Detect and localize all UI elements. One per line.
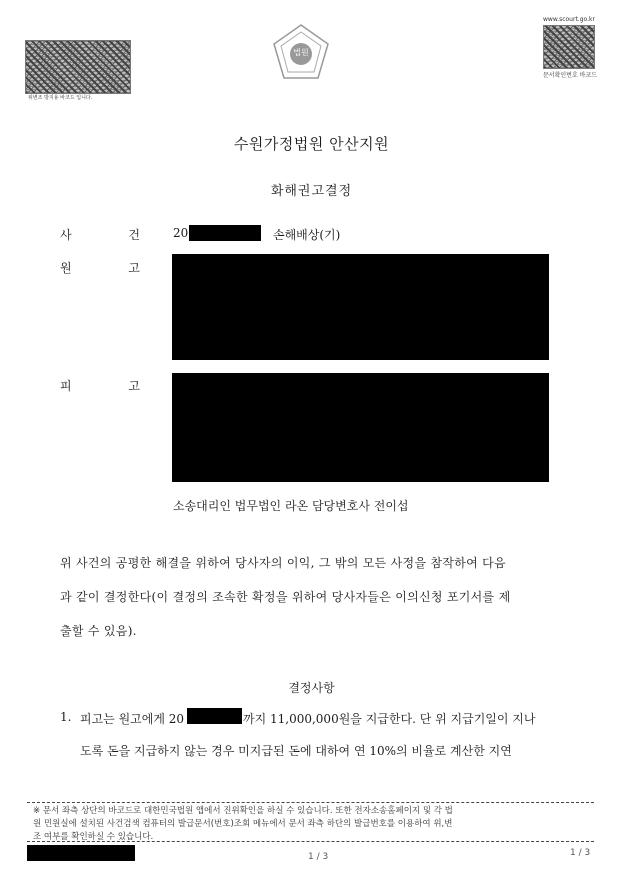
notice-line-1: ※ 문서 좌측 상단의 바코드로 대한민국법원 앱에서 진위확인을 하실 수 있습니다. 또한 전자소송홈페이지 및 각 법 [33,806,453,816]
body-line-3: 출할 수 있음). [60,624,137,638]
barcode-caption: 위변조 방지용 바코드 입니다. [28,95,93,101]
case-type: 손해배상(기) [273,228,341,242]
defendant-label-a: 피 [60,379,72,393]
page-number-right: 1 / 3 [570,848,591,858]
body-line-1: 위 사건의 공평한 해결을 위하여 당사자의 이익, 그 밖의 모든 사정을 참작하여 다음 [60,556,506,570]
plaintiff-label-b: 고 [128,261,140,275]
item-1-number: 1. [60,710,72,724]
case-label-a: 사 [60,228,72,242]
notice-line-2: 원 민원실에 설치된 사건검색 컴퓨터의 발급문서(번호)조회 메뉴에서 문서 좌측 하단의 발급번호를 이용하여 위,변 [33,819,453,829]
case-number-redaction [189,225,261,241]
qr-caption: 문서확인번호 바코드 [543,72,598,79]
court-seal-icon [270,22,332,84]
page-number-center: 1 / 3 [308,852,329,862]
plaintiff-label [60,259,140,276]
case-label-b: 건 [128,228,140,242]
case-number-prefix: 20 [173,226,189,240]
seal-text: 법원 [293,48,309,57]
plaintiff-redaction [172,254,549,360]
issue-number-redaction [27,845,135,861]
notice-line-3: 조 여부를 확인하실 수 있습니다. [33,832,154,842]
defendant-label [60,377,140,394]
counsel: 소송대리인 법무법인 라온 담당변호사 전이섭 [173,499,409,513]
item-1-post: 까지 11,000,000원을 지급한다. 단 위 지급기일이 지나 [243,712,536,726]
site-url: www.scourt.go.kr [543,16,595,23]
item-1-line-2: 도록 돈을 지급하지 않는 경우 미지급된 돈에 대하여 연 10%의 비율로 계산한 지연 [80,744,512,758]
document-title: 화해권고결정 [270,184,353,199]
anti-forgery-barcode [25,40,131,94]
document-qr-code [543,25,595,69]
body-line-2: 과 같이 결정한다(이 결정의 조속한 확정을 위하여 당사자들은 이의신청 포기서를 제 [60,590,511,604]
court-name: 수원가정법원 안산지원 [233,135,390,153]
plaintiff-label-a: 원 [60,261,72,275]
case-label [60,226,140,243]
item-1-pre: 피고는 원고에게 20 [80,712,185,726]
verification-notice [27,802,594,842]
body-paragraph [60,549,560,645]
item-1-date-redaction [187,708,242,724]
defendant-label-b: 고 [128,379,140,393]
section-title: 결정사항 [288,681,335,695]
defendant-redaction [172,373,549,482]
